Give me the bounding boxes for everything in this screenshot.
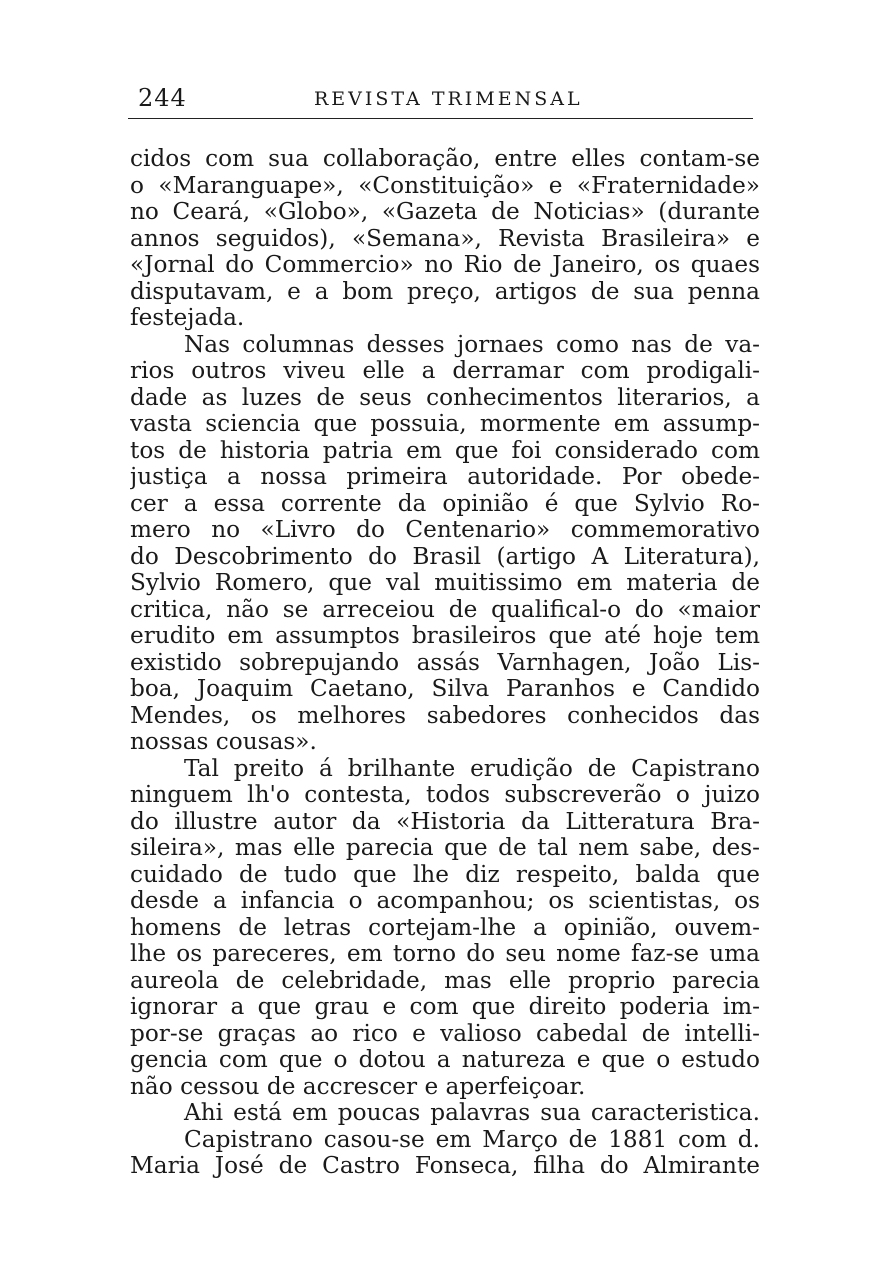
text-line: critica, não se arreceiou de qualifical-o do «maior	[130, 596, 760, 623]
text-line: boa, Joaquim Caetano, Silva Paranhos e Candido	[130, 676, 760, 702]
text-line: do illustre autor da «Historia da Litteratura Bra-	[130, 808, 760, 835]
text-line: Capistrano casou-se em Março de 1881 com d.	[184, 1126, 760, 1153]
text-line: «Jornal do Commercio» no Rio de Janeiro, os quaes	[130, 252, 760, 278]
running-title: REVISTA TRIMENSAL	[314, 88, 583, 110]
text-line: sileira», mas elle parecia que de tal nem sabe, des-	[130, 835, 760, 861]
text-line: Maria José de Castro Fonseca, filha do Almirante	[130, 1153, 760, 1179]
text-line: Sylvio Romero, que val muitissimo em materia de	[130, 570, 760, 596]
text-line: Mendes, os melhores sabedores conhecidos das	[130, 702, 760, 729]
text-line: Nas columnas desses jornaes como nas de va-	[184, 331, 760, 358]
text-line: desde a infancia o acompanhou; os scientistas, os	[130, 888, 760, 914]
text-line: erudito em assumptos brasileiros que até hoje tem	[130, 623, 760, 649]
text-line: aureola de celebridade, mas elle proprio parecia	[130, 967, 760, 994]
text-line: ninguem lh'o contesta, todos subscreverão o juizo	[130, 782, 760, 808]
text-line: Ahi está em poucas palavras sua caracteristica.	[184, 1100, 760, 1126]
text-line: não cessou de accrescer e aperfeiçoar.	[130, 1073, 586, 1100]
text-line: ignorar a que grau e com que direito poderia im-	[130, 994, 760, 1020]
text-line: disputavam, e a bom preço, artigos de sua penna	[130, 278, 760, 305]
text-line: lhe os pareceres, em torno do seu nome faz-se uma	[130, 941, 760, 967]
text-line: vasta sciencia que possuia, mormente em assump-	[130, 411, 760, 437]
text-line: tos de historia patria em que foi considerado com	[130, 437, 760, 464]
text-line: annos seguidos), «Semana», Revista Brasileira» e	[130, 225, 760, 252]
text-line: dade as luzes de seus conhecimentos literarios, a	[130, 384, 760, 411]
text-line: o «Maranguape», «Constituição» e «Fraternidade»	[130, 172, 760, 199]
text-line: do Descobrimento do Brasil (artigo A Literatura),	[130, 543, 760, 570]
text-line: rios outros viveu elle a derramar com prodigali-	[130, 358, 760, 384]
text-line: existido sobrepujando assás Varnhagen, João Lis-	[130, 649, 760, 676]
page-number: 244	[138, 84, 187, 112]
text-line: nossas cousas».	[130, 729, 317, 755]
text-line: cer a essa corrente da opinião é que Sylvio Ro-	[130, 490, 760, 517]
text-line: por-se graças ao rico e valioso cabedal de intelli-	[130, 1020, 760, 1047]
text-line: cuidado de tudo que lhe diz respeito, balda que	[130, 861, 760, 888]
text-line: gencia com que o dotou a natureza e que o estudo	[130, 1047, 760, 1073]
page-header	[128, 84, 753, 119]
text-line: cidos com sua collaboração, entre elles contam-se	[130, 146, 760, 172]
text-line: mero no «Livro do Centenario» commemorativo	[130, 517, 760, 543]
text-line: no Ceará, «Globo», «Gazeta de Noticias» (durante	[130, 199, 760, 225]
text-line: homens de letras cortejam-lhe a opinião, ouvem-	[130, 914, 760, 941]
body-text	[130, 146, 760, 1180]
text-line: Tal preito á brilhante erudição de Capistrano	[184, 755, 760, 782]
text-line: justiça a nossa primeira autoridade. Por obede-	[130, 464, 760, 490]
text-line: festejada.	[130, 305, 245, 331]
